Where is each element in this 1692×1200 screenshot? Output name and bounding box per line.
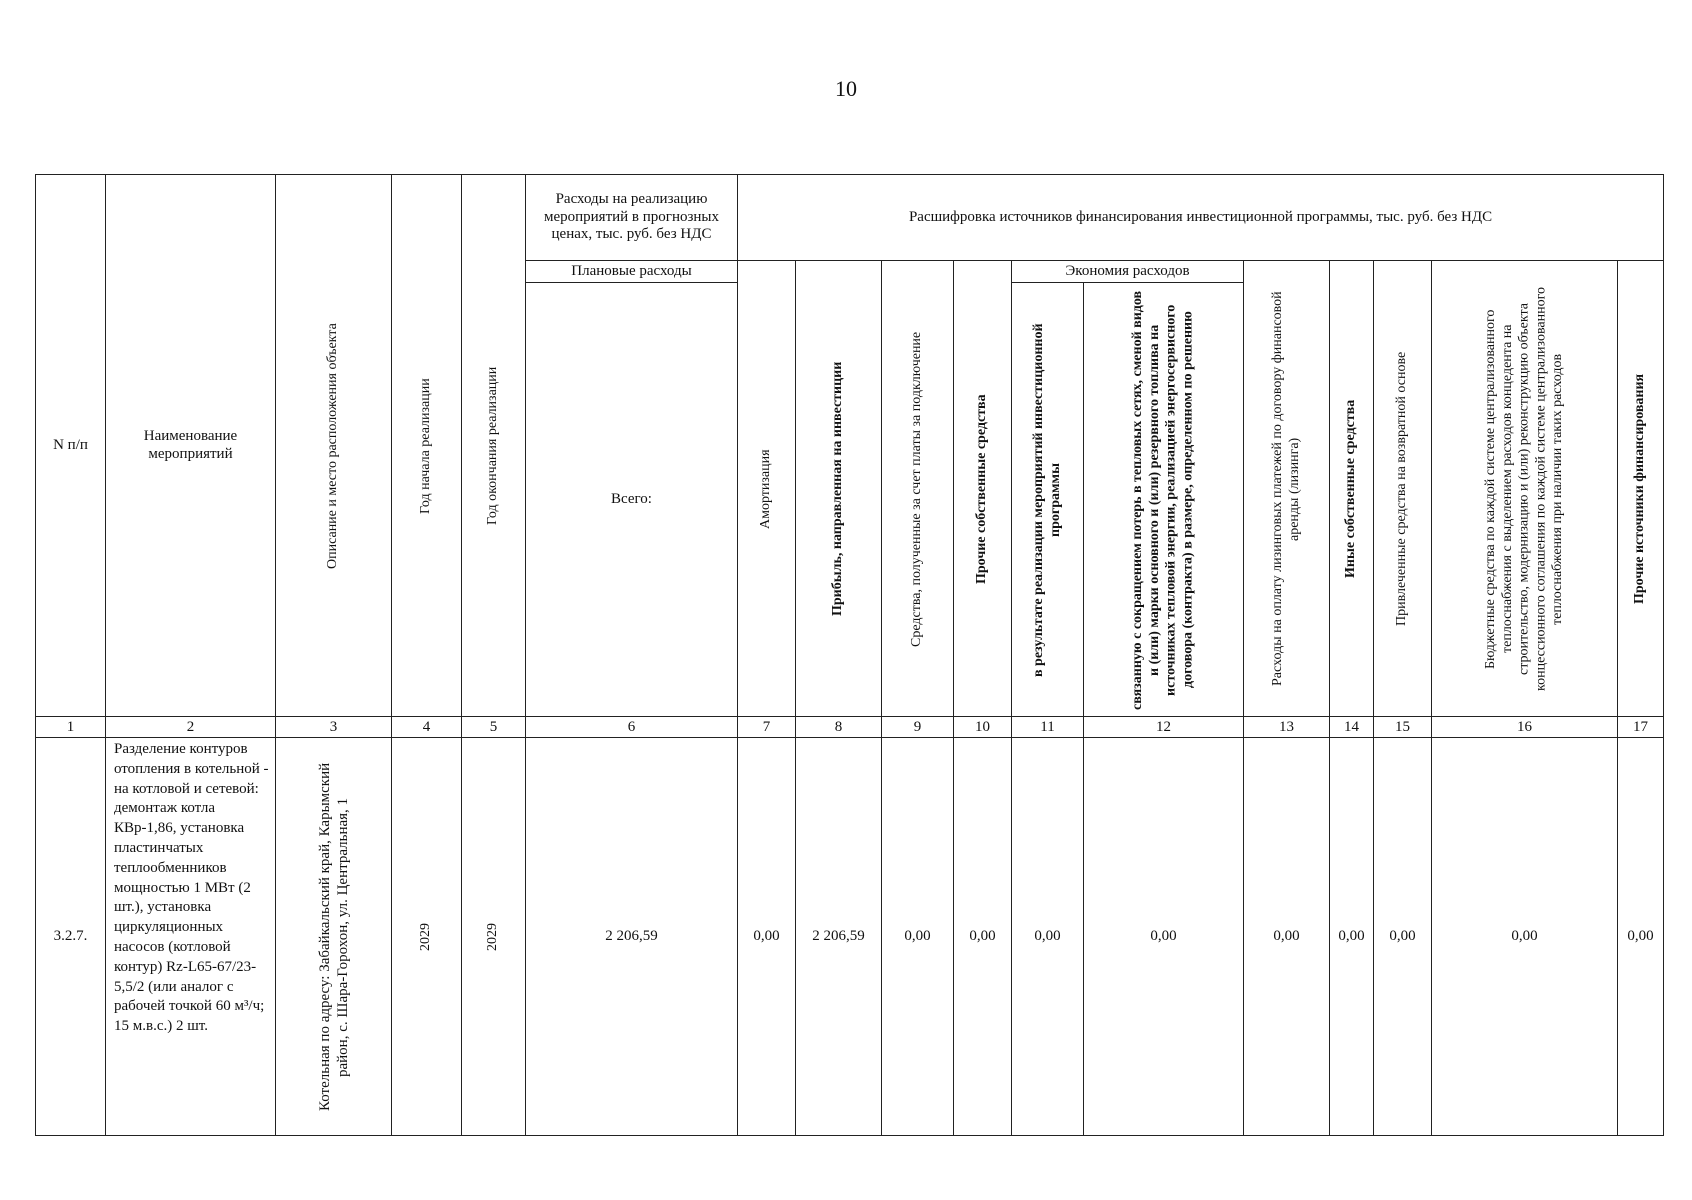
header-economy-losses: связанную с сокращением потерь в тепловых сетях, сменой видов и (или) марки основного и (или) резервного топлива на источниках тепловой энергии, реализацией энергосервисного договора (контракта) в размере, определенном по решению [1084,283,1244,717]
col-num: 9 [882,717,954,738]
col-num: 5 [462,717,526,738]
row-other-own2: 0,00 [1330,738,1374,1136]
header-other-own: Прочие собственные средства [954,261,1012,717]
col-num: 4 [392,717,462,738]
row-amortization: 0,00 [738,738,796,1136]
row-leasing: 0,00 [1244,738,1330,1136]
col-num: 6 [526,717,738,738]
header-leasing: Расходы на оплату лизинговых платежей по договору финансовой аренды (лизинга) [1244,261,1330,717]
header-economy-result: в результате реализации мероприятий инвестиционной программы [1012,283,1084,717]
col-num: 13 [1244,717,1330,738]
row-profit: 2 206,59 [796,738,882,1136]
table-row [36,738,1664,1136]
row-returnable: 0,00 [1374,738,1432,1136]
column-numbers-row [36,717,1664,738]
row-location: Котельная по адресу: Забайкальский край, Карымский район, с. Шара-Горохон, ул. Центральная, 1 [276,738,392,1136]
col-num: 7 [738,717,796,738]
header-economy-group: Экономия расходов [1012,261,1244,283]
header-location: Описание и место расположения объекта [276,175,392,717]
col-num: 2 [106,717,276,738]
header-profit: Прибыль, направленная на инвестиции [796,261,882,717]
col-num: 12 [1084,717,1244,738]
page-number: 10 [835,76,857,101]
header-budget: Бюджетные средства по каждой системе централизованного теплоснабжения с выделением расходов концедента на строительство, модернизацию и (или) реконструкцию объекта концессионного соглашения по каждой системе централизованного теплоснабжения при наличии таких расходов [1432,261,1618,717]
header-amortization: Амортизация [738,261,796,717]
col-num: 3 [276,717,392,738]
header-name: Наименование мероприятий [106,175,276,717]
col-num: 15 [1374,717,1432,738]
row-name: Разделение контуров отопления в котельной - на котловой и сетевой: демонтаж котла КВр-1,86, установка пластинчатых теплообменников мощностью 1 МВт (2 шт.), установка циркуляционных насосов (котловой контур) Rz-L65-67/23-5,5/2 (или аналог с рабочей точкой 60 м³/ч; 15 м.в.с.) 2 шт. [106,738,276,1136]
col-num: 10 [954,717,1012,738]
header-returnable: Привлеченные средства на возвратной основе [1374,261,1432,717]
header-other-own2: Иные собственные средства [1330,261,1374,717]
header-other-sources: Прочие источники финансирования [1618,261,1664,717]
header-costs-group: Расходы на реализацию мероприятий в прогнозных ценах, тыс. руб. без НДС [526,175,738,261]
row-economy-result: 0,00 [1012,738,1084,1136]
col-num: 16 [1432,717,1618,738]
row-year-start: 2029 [392,738,462,1136]
investment-table [35,174,1664,1136]
col-num: 11 [1012,717,1084,738]
header-sources-group: Расшифровка источников финансирования инвестиционной программы, тыс. руб. без НДС [738,175,1664,261]
col-num: 17 [1618,717,1664,738]
row-other-sources: 0,00 [1618,738,1664,1136]
row-other-own: 0,00 [954,738,1012,1136]
row-connection-fee: 0,00 [882,738,954,1136]
header-year-end: Год окончания реализации [462,175,526,717]
col-num: 14 [1330,717,1374,738]
header-year-start: Год начала реализации [392,175,462,717]
header-total: Всего: [526,283,738,717]
row-budget: 0,00 [1432,738,1618,1136]
header-connection-fee: Средства, полученные за счет платы за подключение [882,261,954,717]
header-num: N п/п [36,175,106,717]
row-economy-losses: 0,00 [1084,738,1244,1136]
row-total: 2 206,59 [526,738,738,1136]
row-year-end: 2029 [462,738,526,1136]
col-num: 8 [796,717,882,738]
header-planned: Плановые расходы [526,261,738,283]
col-num: 1 [36,717,106,738]
row-num: 3.2.7. [36,738,106,1136]
